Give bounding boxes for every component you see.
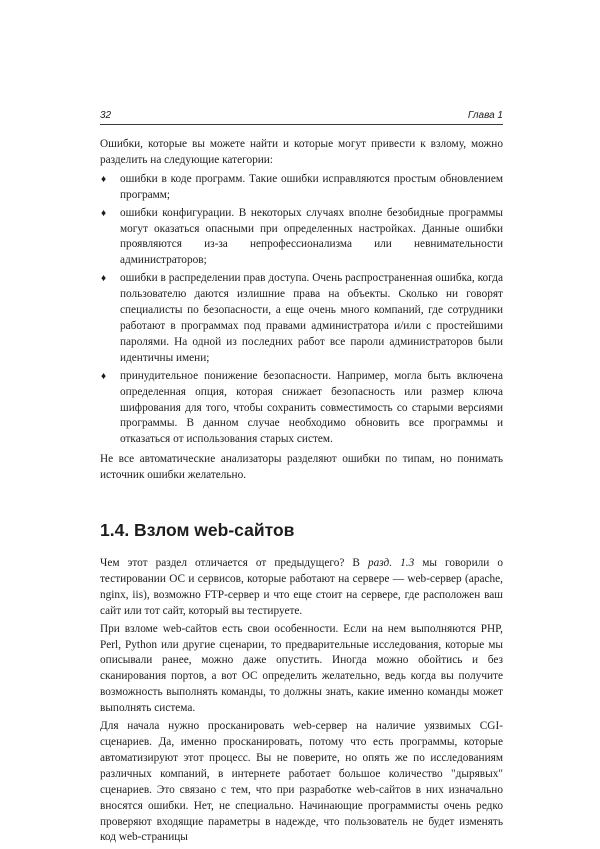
section-paragraph-3: Для начала нужно просканировать web-сервер на наличие уязвимых CGI-сценариев. Да, именно просканировать, потому что есть программы, которые автоматизируют этот процесс. Вы не поверите, но опять же по исследованиям различных компаний, в интернете работает большое количество "дырявых" сценариев. Это связано с тем, что при разработке web-сайтов в них изначально вносятся ошибки. Нет, не специально. Начинающие программисты очень редко проверяют входящие параметры в надежде, что пользователь не будет изменять код web-страницы [100, 720, 503, 844]
page-body [100, 137, 503, 848]
list-item [100, 369, 503, 449]
intro-paragraph: Ошибки, которые вы можете найти и которые могут привести к взлому, можно разделить на следующие категории: [100, 138, 503, 166]
running-head [100, 110, 503, 125]
diamond-bullet-icon: ♦ [101, 173, 107, 185]
list-item-text: ошибки в распределении прав доступа. Очень распространенная ошибка, когда пользователю даются излишние права на объекты. Сколько ни говорят специалисты по безопасности, а еще очень много компаний, где сотрудники работают в программах под правами администратора и/или с простейшими паролями. На одной из последних работ все пароли администраторов были идентичны имени; [120, 272, 503, 364]
error-category-list [100, 172, 503, 448]
after-list-paragraph: Не все автоматические анализаторы разделяют ошибки по типам, но понимать источник ошибки желательно. [100, 453, 503, 482]
list-item [100, 172, 503, 204]
paragraph-text: мы говорили о тестировании ОС и сервисов, которые работают на сервере — web-сервер (apache, nginx, iis), возможно FTP-сервер и что еще стоит на сервере, где расположен ваш сайт или тот сайт, который вы тестируете. [100, 557, 503, 617]
diamond-bullet-icon: ♦ [101, 370, 107, 382]
section-paragraph-1 [100, 556, 503, 620]
list-item-text: ошибки в коде программ. Такие ошибки исправляются простым обновлением программ; [120, 172, 503, 201]
list-item [100, 206, 503, 270]
page-number: 32 [100, 110, 112, 121]
chapter-label: Глава 1 [467, 110, 503, 121]
list-item [100, 271, 503, 366]
section-heading: 1.4. Взлом web-сайтов [100, 520, 295, 541]
section-reference: разд. 1.3 [367, 557, 415, 570]
paragraph-text: Чем этот раздел отличается от предыдущего? В [100, 557, 368, 570]
section-paragraph-2: При взломе web-сайтов есть свои особенности. Если на нем выполняются PHP, Perl, Python или другие сценарии, то предварительные исследования, которые мы описывали ранее, можно даже опустить. Иногда можно обойтись и без сканирования портов, а вот ОС определить желательно, ведь когда вы получите возможность выполнять команды, то должны знать, какие именно команды может выполнять система. [100, 622, 503, 715]
list-item-text: ошибки конфигурации. В некоторых случаях вполне безобидные программы могут оказаться опасными при определенных настройках. Данные ошибки проявляются из-за непрофессионализма или невнимательности администраторов; [120, 206, 503, 267]
diamond-bullet-icon: ♦ [101, 207, 107, 219]
diamond-bullet-icon: ♦ [101, 273, 107, 285]
list-item-text: принудительное понижение безопасности. Например, могла быть включена определенная опция, которая снижает безопасность или размер ключа шифрования для того, чтобы сохранить совместимость со старыми версиями программы. В данном случае необходимо обновить все программы и отказаться от использования старых систем. [120, 369, 503, 446]
